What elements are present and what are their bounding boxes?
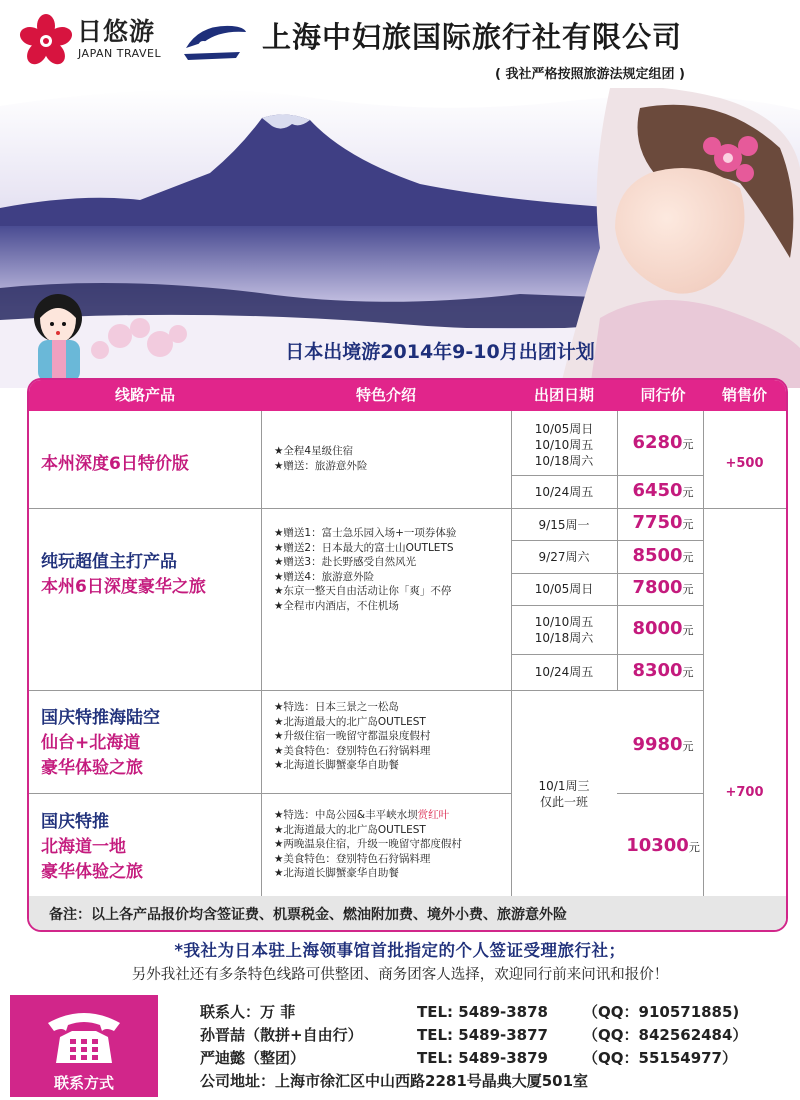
price-unit: 元 — [682, 624, 694, 637]
departure-note: 仅此一班 — [539, 795, 588, 809]
cwts-logo-text: CWTS — [198, 39, 234, 52]
contact-box — [10, 995, 158, 1097]
sale-markup-2: +700 — [725, 785, 764, 800]
feature-item: ★赠送2：日本最大的富士山OUTLETS — [274, 541, 454, 554]
feature-item: ★美食特色：登别特色石狩锅料理 — [274, 744, 431, 757]
trade-price-cell — [619, 512, 707, 533]
price-unit: 元 — [682, 551, 694, 564]
departure-date-cell — [511, 581, 617, 597]
contact-tel: TEL: 5489-3877 — [417, 1026, 548, 1044]
price-value: 8500 — [632, 545, 683, 566]
departure-date: 10/18周六 — [534, 631, 594, 645]
contact-tel: TEL: 5489-3879 — [417, 1049, 548, 1067]
grid-line — [511, 654, 703, 655]
feature-item: ★赠送3：赴长野感受自然风光 — [274, 556, 417, 568]
departure-date: 9/27周六 — [538, 550, 590, 564]
shared-departure-date — [511, 778, 617, 810]
feature-item: ★赠送4：旅游意外险 — [274, 570, 375, 583]
feature-item: ★北海道最大的北广岛OUTLEST — [274, 715, 426, 728]
departure-date-cell — [511, 664, 617, 680]
header-sale-price: 销售价 — [721, 386, 767, 404]
product-name-2 — [41, 550, 206, 600]
trade-price-cell — [619, 432, 707, 453]
feature-item: ★特选：日本三景之一松岛 — [274, 701, 399, 713]
product-line: 北海道一地 — [41, 837, 126, 857]
grid-line — [511, 475, 703, 476]
feature-item: ★北海道长脚蟹豪华自助餐 — [274, 759, 399, 771]
logo-brand-english: JAPAN TRAVEL — [78, 47, 162, 60]
product-line: 纯玩超值主打产品 — [41, 552, 177, 572]
contact-qq: （QQ：842562484） — [583, 1026, 748, 1044]
contact-name: 孙晋喆（散拼+自由行） — [200, 1026, 363, 1044]
trade-price-cell — [619, 660, 707, 681]
trade-price-cell — [619, 618, 707, 639]
sakura-logo-icon — [18, 13, 74, 69]
price-value: 6450 — [632, 480, 683, 501]
sale-markup-1: +500 — [725, 456, 764, 471]
departure-date: 10/10周五 — [534, 438, 594, 452]
contact-label: 联系方式 — [53, 1074, 114, 1092]
product-line: 仙台+北海道 — [41, 733, 141, 753]
grid-line — [511, 605, 703, 606]
feature-item: ★全程市内酒店，不住机场 — [274, 599, 399, 612]
feature-item: ★两晚温泉住宿，升级一晚留守都度假村 — [274, 838, 462, 850]
product-line: 国庆特推 — [41, 812, 109, 832]
product-line: 豪华体验之旅 — [41, 862, 143, 882]
trade-price-cell — [619, 835, 707, 856]
more-routes-text: 另外我社还有多条特色线路可供整团、商务团客人选择，欢迎同行前来问讯和报价！ — [131, 967, 669, 983]
price-unit: 元 — [682, 438, 694, 451]
trade-price-cell — [619, 734, 707, 755]
feature-item: ★北海道长脚蟹豪华自助餐 — [274, 867, 399, 879]
price-unit: 元 — [682, 583, 694, 596]
departure-date-cell — [511, 421, 617, 469]
grid-line — [511, 540, 703, 541]
feature-list-4 — [274, 808, 462, 881]
grid-line — [29, 793, 511, 794]
feature-item: ★北海道最大的北广岛OUTLEST — [274, 823, 426, 836]
cwts-logo-icon — [180, 18, 250, 64]
logo-brand-name: 日悠游 — [77, 17, 156, 46]
price-unit: 元 — [682, 518, 694, 531]
grid-line — [261, 411, 262, 896]
header-features: 特色介绍 — [355, 386, 416, 404]
product-name-4 — [41, 810, 143, 885]
contact-qq: （QQ：910571885) — [583, 1003, 740, 1021]
price-unit: 元 — [682, 486, 694, 499]
feature-list-2 — [274, 526, 456, 613]
contact-name: 严迪懿（整团） — [200, 1049, 306, 1067]
product-line: 豪华体验之旅 — [41, 758, 143, 778]
company-subtitle: ( 我社严格按照旅游法规定组团 ) — [495, 67, 685, 82]
trade-price-cell — [619, 545, 707, 566]
price-unit: 元 — [682, 666, 694, 679]
feature-item: ★东京一整天自由活动让你「爽」不停 — [274, 585, 452, 597]
price-value: 6280 — [632, 432, 683, 453]
company-name: 上海中妇旅国际旅行社有限公司 — [262, 20, 683, 54]
tour-price-table — [27, 378, 788, 932]
price-value: 8300 — [632, 660, 683, 681]
price-unit: 元 — [688, 841, 700, 854]
product-line: 本州6日深度豪华之旅 — [41, 577, 206, 597]
header — [0, 0, 800, 100]
table-header-row — [29, 380, 786, 411]
feature-text: ★特选：中岛公园&丰平峡水坝 — [274, 809, 418, 821]
plan-title: 日本出境游2014年9-10月出团计划 — [285, 341, 595, 363]
header-product: 线路产品 — [114, 386, 175, 404]
contact-qq: （QQ：55154977） — [583, 1049, 737, 1067]
departure-date: 9/15周一 — [538, 518, 590, 532]
departure-date: 10/10周五 — [534, 615, 594, 629]
header-trade-price: 同行价 — [640, 386, 686, 404]
contact-tel: TEL: 5489-3878 — [417, 1003, 548, 1021]
feature-item: ★赠送1：富士急乐园入场+一项券体验 — [274, 527, 457, 539]
trade-price-cell — [619, 577, 707, 598]
feature-item — [274, 808, 462, 823]
departure-date: 10/24周五 — [534, 485, 594, 499]
contact-name: 联系人：万 菲 — [200, 1003, 296, 1021]
departure-date: 10/1周三 — [538, 779, 590, 793]
price-value: 7800 — [632, 577, 683, 598]
grid-line — [511, 573, 703, 574]
price-unit: 元 — [682, 740, 694, 753]
price-value: 10300 — [626, 835, 689, 856]
header-departure-date: 出团日期 — [533, 386, 594, 404]
departure-date: 10/24周五 — [534, 665, 594, 679]
price-value: 8000 — [632, 618, 683, 639]
grid-line — [29, 690, 703, 691]
notes-bar — [29, 896, 786, 930]
consulate-statement: *我社为日本驻上海领事馆首批指定的个人签证受理旅行社； — [174, 941, 626, 960]
departure-date: 10/18周六 — [534, 454, 594, 468]
grid-line — [617, 793, 703, 794]
feature-list-1 — [274, 444, 367, 473]
feature-highlight: 赏红叶 — [417, 809, 450, 821]
feature-item: ★赠送：旅游意外险 — [274, 459, 368, 472]
product-name-1: 本州深度6日特价版 — [41, 454, 189, 474]
feature-list-3 — [274, 700, 430, 773]
price-value: 9980 — [632, 734, 683, 755]
feature-item: ★全程4星级住宿 — [274, 445, 354, 457]
departure-date-cell — [511, 517, 617, 533]
grid-line — [29, 508, 786, 509]
feature-item: ★升级住宿一晚留守都温泉度假村 — [274, 730, 431, 742]
trade-price-cell — [619, 480, 707, 501]
departure-date-cell — [511, 549, 617, 565]
departure-date: 10/05周日 — [534, 582, 594, 596]
departure-date-cell — [511, 614, 617, 646]
price-value: 7750 — [632, 512, 683, 533]
feature-item: ★美食特色：登别特色石狩锅料理 — [274, 852, 431, 865]
departure-date-cell — [511, 484, 617, 500]
company-address: 公司地址：上海市徐汇区中山西路2281号晶典大厦501室 — [200, 1072, 589, 1090]
telephone-icon — [44, 1001, 124, 1067]
grid-line — [617, 411, 618, 691]
product-line: 国庆特推海陆空 — [41, 708, 160, 728]
product-name-3 — [41, 706, 160, 781]
notes-text: 备注：以上各产品报价均含签证费、机票税金、燃油附加费、境外小费、旅游意外险 — [49, 907, 567, 923]
departure-date: 10/05周日 — [534, 422, 594, 436]
